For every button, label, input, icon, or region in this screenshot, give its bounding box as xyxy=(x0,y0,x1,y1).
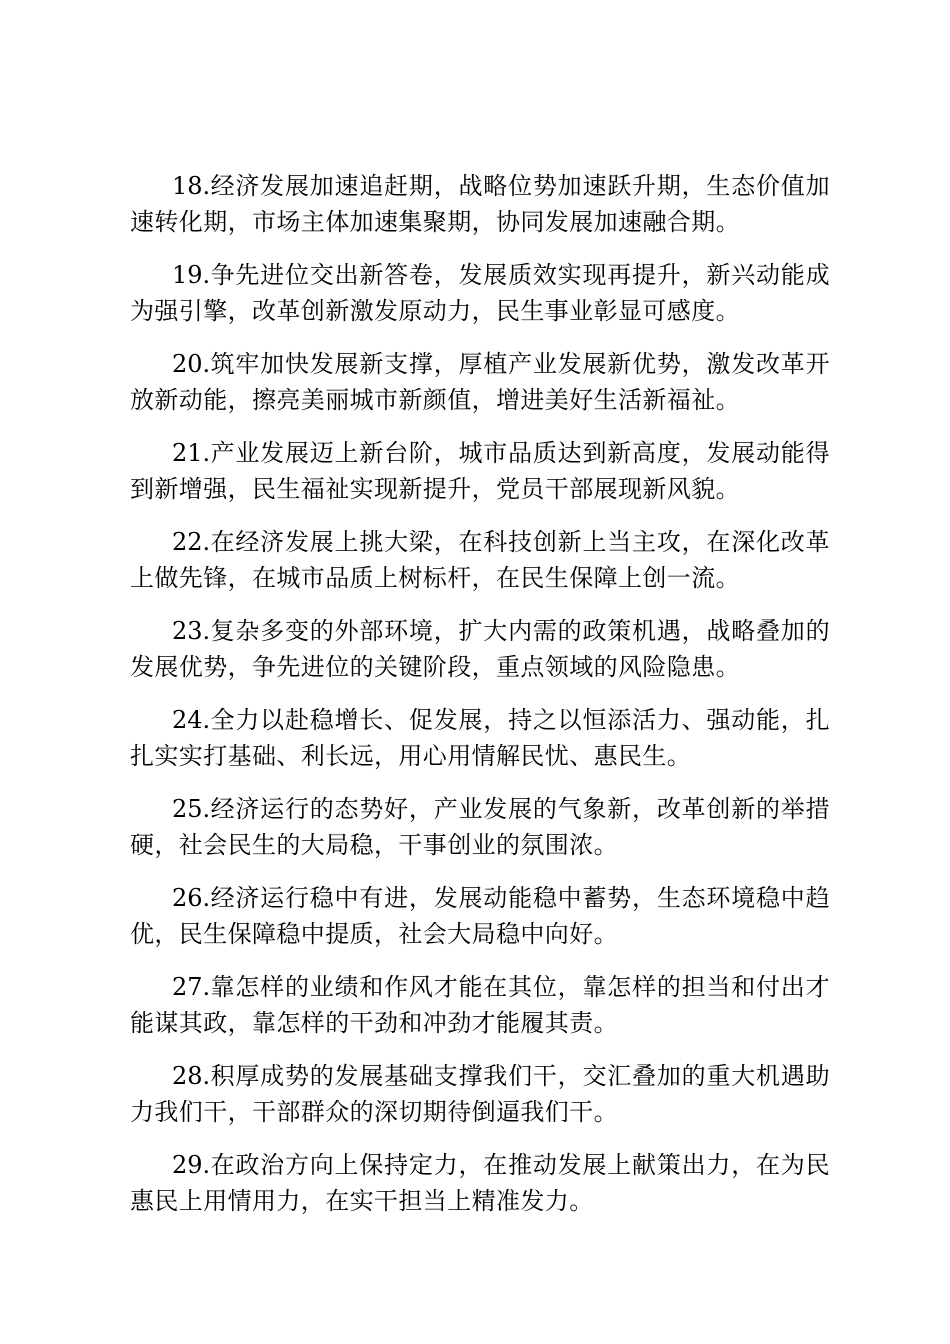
paragraph-text: 复杂多变的外部环境，扩大内需的政策机遇，战略叠加的发展优势，争先进位的关键阶段，重点领域的风险隐患。 xyxy=(130,617,830,681)
paragraph-number: 22. xyxy=(172,528,211,556)
paragraph-text: 争先进位交出新答卷，发展质效实现再提升，新兴动能成为强引擎，改革创新激发原动力，民生事业彰显可感度。 xyxy=(130,261,830,325)
paragraph-number: 24. xyxy=(172,706,211,734)
paragraph-22 xyxy=(130,524,830,596)
paragraph-25 xyxy=(130,791,830,863)
paragraph-text: 经济运行稳中有进，发展动能稳中蓄势，生态环境稳中趋优，民生保障稳中提质，社会大局稳中向好。 xyxy=(130,884,830,948)
paragraph-number: 18. xyxy=(172,172,211,200)
paragraph-number: 19. xyxy=(172,261,211,289)
paragraph-number: 23. xyxy=(172,617,211,645)
paragraph-number: 27. xyxy=(172,973,211,1001)
paragraph-text: 在经济发展上挑大梁，在科技创新上当主攻，在深化改革上做先锋，在城市品质上树标杆，在民生保障上创一流。 xyxy=(130,528,830,592)
paragraph-number: 26. xyxy=(172,884,211,912)
paragraph-text: 经济运行的态势好，产业发展的气象新，改革创新的举措硬，社会民生的大局稳，干事创业的氛围浓。 xyxy=(130,795,830,859)
paragraph-20 xyxy=(130,346,830,418)
paragraph-26 xyxy=(130,880,830,952)
paragraph-text: 靠怎样的业绩和作风才能在其位，靠怎样的担当和付出才能谋其政，靠怎样的干劲和冲劲才能履其责。 xyxy=(130,973,830,1037)
paragraph-text: 经济发展加速追赶期，战略位势加速跃升期，生态价值加速转化期，市场主体加速集聚期，协同发展加速融合期。 xyxy=(130,172,830,236)
paragraph-text: 积厚成势的发展基础支撑我们干，交汇叠加的重大机遇助力我们干，干部群众的深切期待倒逼我们干。 xyxy=(130,1062,830,1126)
paragraph-text: 产业发展迈上新台阶，城市品质达到新高度，发展动能得到新增强，民生福祉实现新提升，党员干部展现新风貌。 xyxy=(130,439,830,503)
paragraph-number: 25. xyxy=(172,795,211,823)
paragraph-29 xyxy=(130,1147,830,1219)
document-page xyxy=(130,168,830,1236)
paragraph-number: 29. xyxy=(172,1151,211,1179)
paragraph-23 xyxy=(130,613,830,685)
paragraph-24 xyxy=(130,702,830,774)
paragraph-text: 筑牢加快发展新支撑，厚植产业发展新优势，激发改革开放新动能，擦亮美丽城市新颜值，增进美好生活新福祉。 xyxy=(130,350,830,414)
paragraph-18 xyxy=(130,168,830,240)
paragraph-19 xyxy=(130,257,830,329)
paragraph-number: 21. xyxy=(172,439,211,467)
paragraph-number: 20. xyxy=(172,350,211,378)
paragraph-28 xyxy=(130,1058,830,1130)
paragraph-text: 在政治方向上保持定力，在推动发展上献策出力，在为民惠民上用情用力，在实干担当上精准发力。 xyxy=(130,1151,830,1215)
paragraph-number: 28. xyxy=(172,1062,211,1090)
paragraph-21 xyxy=(130,435,830,507)
paragraph-27 xyxy=(130,969,830,1041)
paragraph-text: 全力以赴稳增长、促发展，持之以恒添活力、强动能，扎扎实实打基础、利长远，用心用情解民忧、惠民生。 xyxy=(130,706,830,770)
